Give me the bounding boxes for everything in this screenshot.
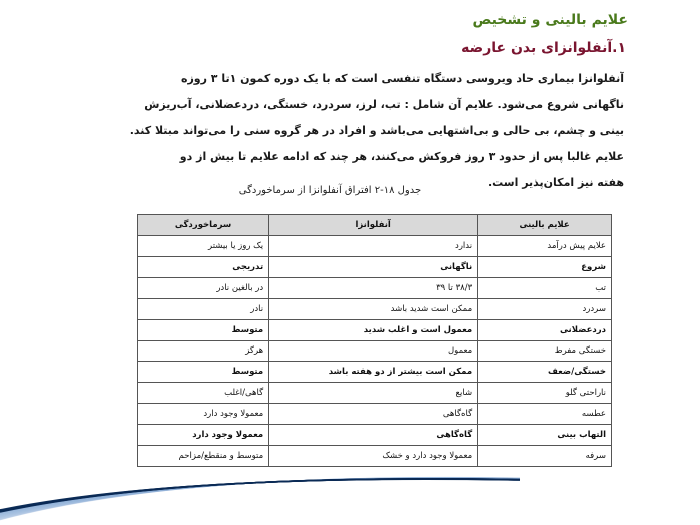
- cell-clinical-sign: تب: [478, 278, 612, 299]
- table-body: [138, 236, 612, 467]
- swoosh-line: [0, 479, 520, 513]
- cell-influenza: معمولا وجود دارد و خشک: [269, 446, 478, 467]
- table-row: [138, 425, 612, 446]
- swoosh-line: [0, 479, 520, 514]
- cell-clinical-sign: عطسه: [478, 404, 612, 425]
- cell-clinical-sign: خستگی مفرط: [478, 341, 612, 362]
- table-caption: جدول ۱۸-۲ افتراق آنفلوانزا از سرماخوردگی: [238, 185, 422, 196]
- table-row: [138, 236, 612, 257]
- paragraph-line: آنفلوانزا بیماری حاد ویروسی دستگاه تنفسی است که با یک دوره کمون ۱تا ۳ روزه: [180, 72, 624, 85]
- table-row: [138, 404, 612, 425]
- cell-common-cold: متوسط و منقطع/مزاحم: [138, 446, 269, 467]
- cell-common-cold: نادر: [138, 299, 269, 320]
- swoosh-line: [0, 479, 520, 513]
- swoosh-line: [0, 479, 520, 511]
- cell-common-cold: تدریجی: [138, 257, 269, 278]
- cell-clinical-sign: دردعضلانی: [478, 320, 612, 341]
- cell-common-cold: در بالغین نادر: [138, 278, 269, 299]
- paragraph-line: بینی و چشم، بی حالی و بی‌اشتهایی می‌باشد و افراد در هر گروه سنی را می‌تواند مبتلا کند.: [129, 124, 624, 137]
- header-common-cold: سرماخوردگی: [138, 215, 269, 236]
- swoosh-line: [0, 478, 520, 514]
- cell-influenza: معمول: [269, 341, 478, 362]
- paragraph-line: هفته نیز امکان‌پذیر است.: [487, 176, 624, 189]
- swoosh-line: [0, 479, 520, 511]
- table-row: [138, 320, 612, 341]
- cell-clinical-sign: علایم پیش درآمد: [478, 236, 612, 257]
- swoosh-line: [0, 479, 520, 514]
- cell-influenza: گاه‌گاهی: [269, 404, 478, 425]
- cell-common-cold: معمولا وجود دارد: [138, 404, 269, 425]
- table-row: [138, 341, 612, 362]
- cell-clinical-sign: شروع: [478, 257, 612, 278]
- swoosh-line: [0, 478, 520, 514]
- cell-common-cold: متوسط: [138, 362, 269, 383]
- cell-influenza: گاه‌گاهی: [269, 425, 478, 446]
- cell-common-cold: معمولا وجود دارد: [138, 425, 269, 446]
- cell-clinical-sign: خستگی/ضعف: [478, 362, 612, 383]
- cell-influenza: ۳۸/۳ تا ۳۹: [269, 278, 478, 299]
- table-row: [138, 278, 612, 299]
- cell-influenza: ناگهانی: [269, 257, 478, 278]
- cell-clinical-sign: سرفه: [478, 446, 612, 467]
- decorative-swoosh: [0, 462, 700, 525]
- subtitle: ۱.آنفلوانزای بدن عارضه: [461, 40, 626, 56]
- cell-clinical-sign: سردرد: [478, 299, 612, 320]
- cell-clinical-sign: التهاب بینی: [478, 425, 612, 446]
- table-row: [138, 362, 612, 383]
- swoosh-line: [0, 479, 520, 512]
- header-influenza: آنفلوانزا: [269, 215, 478, 236]
- cell-common-cold: متوسط: [138, 320, 269, 341]
- cell-influenza: معمول است و اغلب شدید: [269, 320, 478, 341]
- swoosh-line: [0, 479, 520, 510]
- cell-influenza: ممکن است شدید باشد: [269, 299, 478, 320]
- table-row: [138, 383, 612, 404]
- header-clinical-signs: علایم بالینی: [478, 215, 612, 236]
- table-row: [138, 299, 612, 320]
- cell-common-cold: هرگز: [138, 341, 269, 362]
- swoosh-line: [0, 479, 520, 512]
- cell-clinical-sign: ناراحتی گلو: [478, 383, 612, 404]
- cell-common-cold: گاهی/اغلب: [138, 383, 269, 404]
- cell-common-cold: یک روز یا بیشتر: [138, 236, 269, 257]
- paragraph-line: علایم غالبا پس از حدود ۳ روز فروکش می‌کنند، هر چند که ادامه علایم تا بیش از دو: [179, 150, 624, 163]
- cell-influenza: ندارد: [269, 236, 478, 257]
- body-paragraph: [64, 66, 624, 196]
- comparison-table: [137, 214, 612, 467]
- cell-influenza: ممکن است بیشتر از دو هفته باشد: [269, 362, 478, 383]
- table-header-row: [138, 215, 612, 236]
- section-title: علایم بالینی و تشخیص: [472, 12, 628, 28]
- cell-influenza: شایع: [269, 383, 478, 404]
- paragraph-line: ناگهانی شروع می‌شود. علایم آن شامل : تب، لرز، سردرد، خستگی، دردعضلانی، آب‌ریزش: [144, 98, 624, 111]
- table-row: [138, 257, 612, 278]
- swoosh-line: [0, 479, 520, 510]
